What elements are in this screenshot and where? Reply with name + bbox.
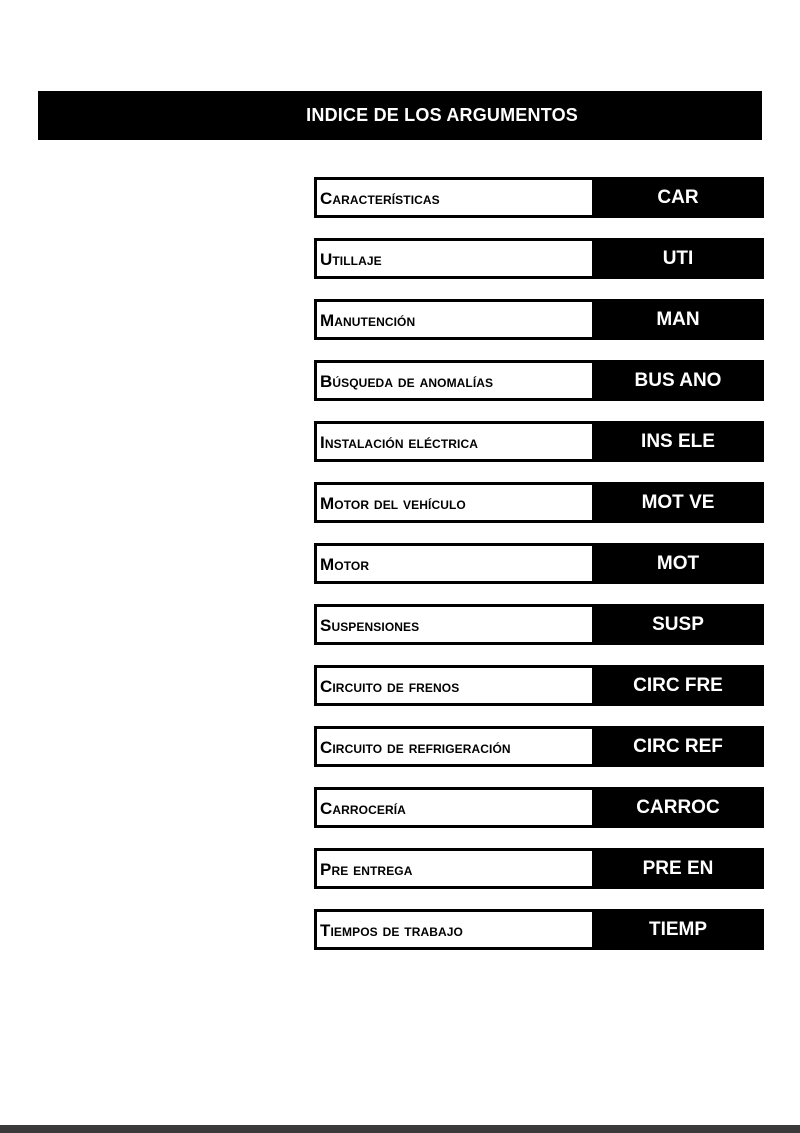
toc-label-box [314,299,592,340]
toc-code-box [592,238,764,279]
footer-bar [0,1125,800,1133]
toc-label-box [314,177,592,218]
toc-code-box [592,665,764,706]
toc-item-suspensiones[interactable] [314,604,764,645]
toc-code: UTI [662,247,694,269]
toc-code: MOT VE [641,491,715,513]
toc-label-box [314,909,592,950]
toc-item-circuito-refrigeracion[interactable] [314,726,764,767]
toc-label-box [314,848,592,889]
toc-label: Circuito de frenos [320,676,460,696]
toc-code: INS ELE [641,430,715,452]
toc-code: SUSP [652,613,704,635]
toc-item-carroceria[interactable] [314,787,764,828]
toc-label: Motor [320,554,370,574]
toc-code-box [592,848,764,889]
toc-item-motor[interactable] [314,543,764,584]
toc-label: Utillaje [320,249,382,269]
toc-code-box [592,787,764,828]
toc-label-box [314,726,592,767]
toc-code: CIRC FRE [633,674,723,696]
toc-item-caracteristicas[interactable] [314,177,764,218]
toc-label-box [314,482,592,523]
toc-label: Circuito de refrigeración [320,737,511,757]
toc-code: CARROC [636,796,720,818]
toc-item-circuito-frenos[interactable] [314,665,764,706]
toc-code-box [592,299,764,340]
toc-code-box [592,421,764,462]
toc-label-box [314,665,592,706]
toc-item-pre-entrega[interactable] [314,848,764,889]
toc-code-box [592,604,764,645]
header-bar [38,91,762,140]
toc-code-box [592,909,764,950]
toc-code: MAN [656,308,700,330]
toc-label: Instalación eléctrica [320,432,478,452]
toc-code-box [592,177,764,218]
toc-label-box [314,787,592,828]
page-title: INDICE DE LOS ARGUMENTOS [306,105,578,125]
toc-label: Manutención [320,310,416,330]
toc-code: PRE EN [642,857,714,879]
toc-code: BUS ANO [634,369,722,391]
toc-code: TIEMP [648,918,708,940]
toc-code: CAR [657,186,699,208]
toc-item-utillaje[interactable] [314,238,764,279]
toc-label-box [314,360,592,401]
toc-code-box [592,360,764,401]
toc-label: Motor del vehículo [320,493,466,513]
toc-item-instalacion-electrica[interactable] [314,421,764,462]
toc-label-box [314,421,592,462]
toc-label: Búsqueda de anomalías [320,371,494,391]
toc-code: CIRC REF [633,735,723,757]
toc-code: MOT [656,552,700,574]
toc-item-manutencion[interactable] [314,299,764,340]
toc-label: Carrocería [320,798,406,818]
toc-code-box [592,482,764,523]
toc-label-box [314,238,592,279]
toc-label-box [314,604,592,645]
toc-label: Características [320,188,440,208]
toc-label: Pre entrega [320,859,413,879]
toc-label: Suspensiones [320,615,420,635]
toc-code-box [592,543,764,584]
toc-label: Tiempos de trabajo [320,920,463,940]
toc-item-tiempos-trabajo[interactable] [314,909,764,950]
toc-code-box [592,726,764,767]
toc-label-box [314,543,592,584]
toc-item-motor-vehiculo[interactable] [314,482,764,523]
toc-item-busqueda-anomalias[interactable] [314,360,764,401]
table-of-contents [314,177,764,970]
